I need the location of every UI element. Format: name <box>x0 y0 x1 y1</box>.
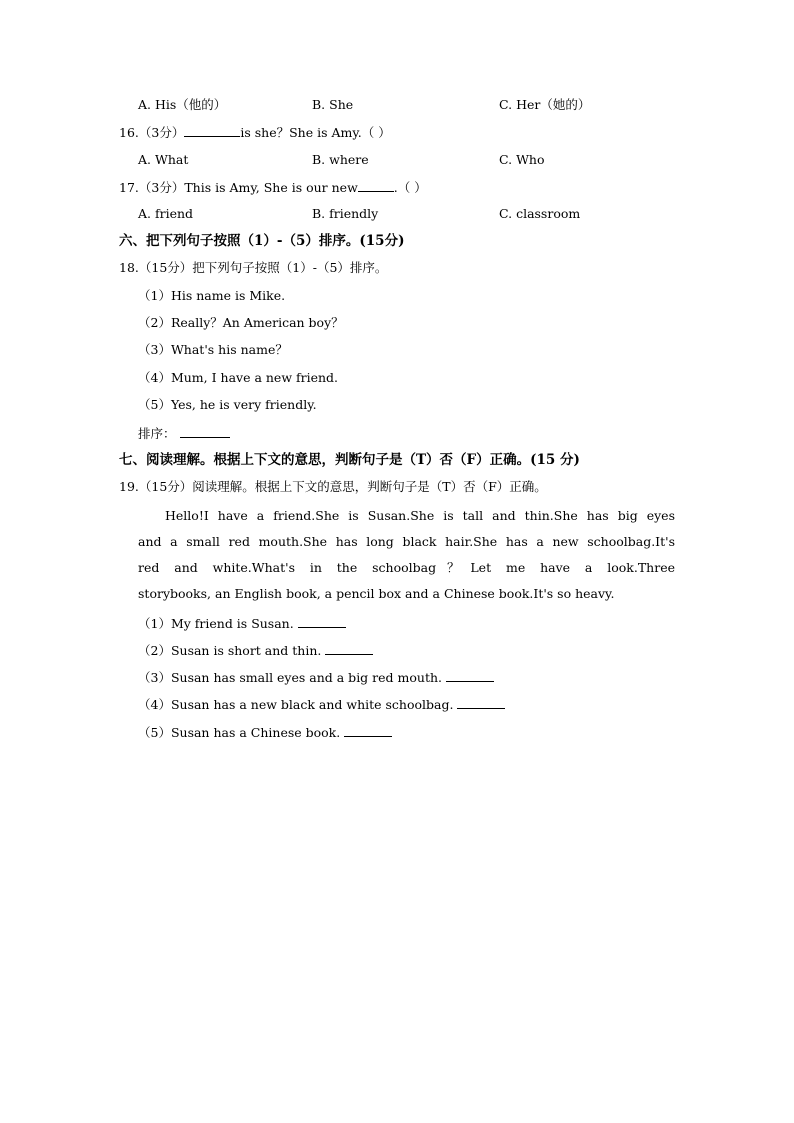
q19-statement-1-text: （1）My friend is Susan. <box>138 616 294 631</box>
q19-statement-3 <box>138 669 494 686</box>
q19-statement-5-text: （5）Susan has a Chinese book. <box>138 725 341 740</box>
q15-option-c: C. Her（她的） <box>499 97 591 112</box>
q18-item-3: （3）What's his name？ <box>138 342 288 357</box>
q16-question <box>119 124 391 141</box>
q19-statement-4 <box>138 696 505 713</box>
q16-option-a: A. What <box>138 152 189 167</box>
reading-passage <box>138 503 675 607</box>
section6-title: 六、把下列句子按照（1）-（5）排序。(15分) <box>119 233 405 249</box>
q17-suffix: .（ ） <box>393 180 427 195</box>
q16-option-c: C. Who <box>499 152 545 167</box>
q19-statement-2-text: （2）Susan is short and thin. <box>138 643 322 658</box>
q17-option-b: B. friendly <box>312 206 379 221</box>
passage-line-1: Hello!I have a friend.She is Susan.She is tall and thin.She has big eyes <box>165 508 675 523</box>
q19-statement-1 <box>138 615 346 632</box>
q15-option-b: B. She <box>312 97 354 112</box>
passage-line-4: storybooks, an English book, a pencil box and a Chinese book.It's so heavy. <box>138 586 615 601</box>
passage-line-3: red and white.What's in the schoolbag？Let me have a look.Three <box>138 560 675 575</box>
q18-item-2: （2）Really？An American boy？ <box>138 315 344 330</box>
q17-option-a: A. friend <box>138 206 194 221</box>
q19-question: 19.（15分）阅读理解。根据上下文的意思，判断句子是（T）否（F）正确。 <box>119 479 547 494</box>
q18-order-label: 排序： <box>138 426 176 441</box>
q17-option-c: C. classroom <box>499 206 581 221</box>
q19-statement-3-text: （3）Susan has small eyes and a big red mouth. <box>138 670 442 685</box>
q16-prefix: 16.（3分） <box>119 125 185 140</box>
q19-statement-4-blank <box>457 696 505 709</box>
q18-question: 18.（15分）把下列句子按照（1）-（5）排序。 <box>119 260 388 275</box>
q19-statement-2-blank <box>325 642 373 655</box>
q19-statement-5 <box>138 724 392 741</box>
q19-statement-2 <box>138 642 373 659</box>
q19-statement-5-blank <box>344 724 392 737</box>
q16-option-b: B. where <box>312 152 369 167</box>
q17-prefix: 17.（3分）This is Amy, She is our new <box>119 180 358 195</box>
q15-option-a: A. His（他的） <box>138 97 227 112</box>
q16-blank <box>184 124 240 137</box>
section7-title: 七、阅读理解。根据上下文的意思，判断句子是（T）否（F）正确。(15 分) <box>119 452 580 468</box>
q16-suffix: is she？She is Amy.（ ） <box>240 125 391 140</box>
q18-order-line <box>138 425 230 442</box>
q19-statement-4-text: （4）Susan has a new black and white schoolbag. <box>138 697 454 712</box>
q18-item-1: （1）His name is Mike. <box>138 288 286 303</box>
q19-statement-3-blank <box>446 669 494 682</box>
q18-item-5: （5）Yes, he is very friendly. <box>138 397 317 412</box>
passage-line-2: and a small red mouth.She has long black hair.She has a new schoolbag.It's <box>138 534 675 549</box>
q18-item-4: （4）Mum, I have a new friend. <box>138 370 339 385</box>
q19-statement-1-blank <box>298 615 346 628</box>
q17-question <box>119 179 427 196</box>
q18-order-blank <box>180 425 230 438</box>
q17-blank <box>358 179 394 192</box>
